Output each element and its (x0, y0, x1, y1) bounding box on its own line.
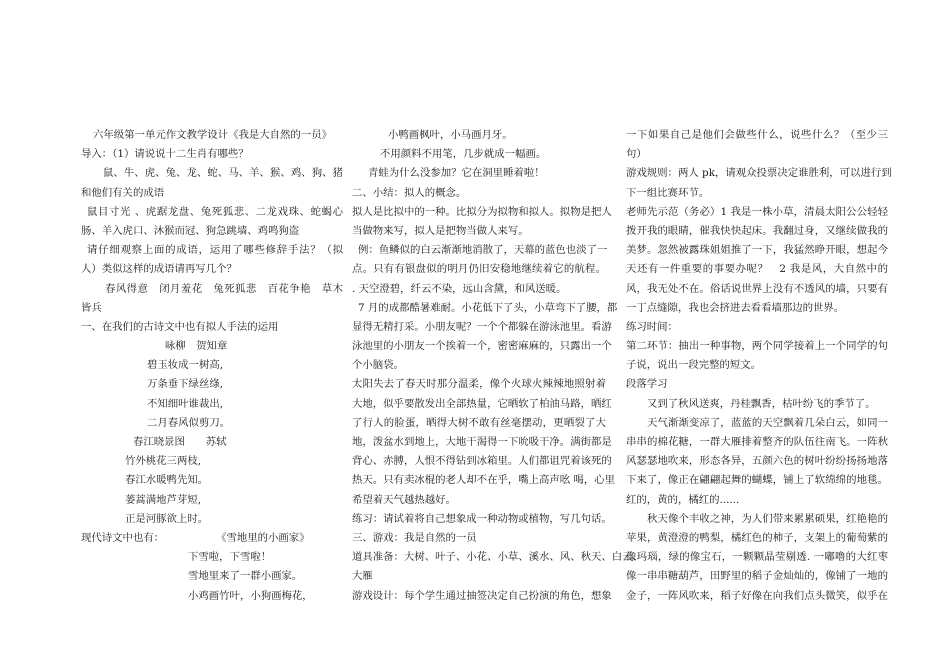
text-line: 竹外桃花三两枝, (125, 455, 202, 468)
text-line: 游戏设计：每个学生通过抽签决定自己扮演的角色，想象 (352, 589, 612, 602)
text-line: 小鸡画竹叶，小狗画梅花， (188, 589, 313, 602)
text-line: 美梦。忽然被露珠姐姐推了一下，我猛然睁开眼，想起今 (626, 244, 888, 257)
text-line: 点。只有有银盘似的明月仍旧安稳地继续着它的航程。 (352, 263, 606, 276)
text-line: 背心、赤膊，人恨不得钻到冰箱里。人们都诅咒着该死的 (352, 455, 612, 468)
text-line: 练习时间： (626, 320, 678, 333)
text-line: 天还有一件重要的事要办呢？ 2 我是风，大自然中的 (626, 263, 888, 276)
text-line: 风，我无处不在。俗话说世界上没有不透风的墙，只要有 (626, 282, 888, 295)
text-line: 请仔细观察上面的成语，运用了哪些修辞手法？（拟 (87, 244, 343, 257)
text-line: 下来了，像正在翩翩起舞的蝴蝶，铺上了软绵绵的地毯。 (626, 474, 888, 487)
text-line: 了行人的脸蛋，晒得大树不敢有丝毫摆动，更晒裂了大 (352, 416, 606, 429)
text-line: 像一串串糖葫芦，田野里的稻子金灿灿的，像铺了一地的 (626, 570, 888, 583)
text-line: 人）类似这样的成语请再写几个？ (81, 263, 237, 276)
column-2 (352, 126, 643, 606)
text-line: 金子，一阵风吹来，稻子好像在向我们点头微笑，似乎在 (626, 589, 888, 602)
text-line: 蒌蒿满地芦芽短, (125, 493, 202, 506)
text-line: 小鸭画枫叶，小马画月牙。 (388, 129, 513, 141)
text-line: 咏柳 贺知章 (165, 340, 228, 353)
text-line: 导入：（1）请说说十二生肖有哪些？ (81, 148, 249, 161)
text-line: 热天。只有卖冰棍的老人却不在乎，嘴上高声吆 喝，心里 (352, 474, 616, 487)
text-line: 三、游戏：我是自然的一员 (352, 531, 477, 544)
text-line: 一下如果自己是他们会做些什么，说些什么？（至少三 (626, 129, 888, 141)
text-line: 天气渐渐变凉了，蓝蓝的天空飘着几朵白云，如同一 (647, 416, 888, 429)
text-line: 游戏规则：两人 pk，请观众投票决定谁胜利，可以进行到 (626, 167, 892, 180)
text-line: 又到了秋风送爽，丹桂飘香，枯叶纷飞的季节了。 (647, 397, 876, 410)
text-line: 当做物来写，拟人是把物当做人来写。 (352, 224, 529, 237)
text-line: 鼠目寸光 、虎踞龙盘、兔死狐悲、二龙戏珠、蛇蝎心 (87, 205, 343, 218)
text-line: 风瑟瑟地吹来，形态各异，五颜六色的树叶纷纷扬扬地落 (626, 455, 888, 468)
text-line: 现代诗文中也有： 《雪地里的小画家》 (81, 531, 310, 544)
text-line: 老师先示范（务必）1 我是一株小草，清晨太阳公公轻轻 (626, 205, 888, 218)
text-line: 二、小结：拟人的概念。 (352, 186, 467, 199)
text-line: 不用颜料不用笔，几步就成一幅画。 (380, 148, 547, 161)
text-line: 例：鱼鳞似的白云渐渐地消散了，天幕的蓝色也淡了一 (358, 244, 608, 257)
text-line: 下雪啦，下雪啦！ (188, 551, 272, 564)
text-line: 子说，说出一段完整的短文。 (626, 359, 762, 372)
text-line: 春江水暖鸭先知。 (125, 474, 209, 487)
text-line: 雪地里来了一群小画家。 (188, 570, 303, 583)
text-line: 拨开我的眼睛，催我快快起床。我翻过身，又继续做我的 (626, 224, 888, 237)
text-line: 一、在我们的古诗文中也有拟人手法的运用 (81, 320, 279, 333)
text-line: 春风得意 闭月羞花 兔死狐悲 百花争艳 草木 (105, 282, 343, 295)
text-line: 段落学习 (626, 378, 668, 391)
text-line: 大雁 (352, 570, 373, 583)
text-line: 大地，似乎要散发出全部热量，它晒软了柏油马路，晒红 (352, 397, 612, 410)
text-line: 碧玉妆成一树高, (147, 359, 224, 372)
text-line: 第二环节：抽出一种事物，两个同学接着上一个同学的句 (626, 340, 888, 353)
text-line: 二月春风似剪刀。 (147, 416, 231, 429)
text-line: 希望着天气越热越好。 (352, 493, 456, 506)
text-line: 串串的棉花糖，一群大雁排着整齐的队伍往南飞。一阵秋 (626, 436, 888, 448)
text-line: 苹果，黄澄澄的鸭梨，橘红色的柿子，支架上的葡萄紫的 (626, 531, 888, 544)
text-line: 一丁点缝隙，我也会挤进去看看墙那边的世界。 (626, 301, 845, 314)
text-line: 皆兵 (81, 301, 102, 314)
text-line: 春江晓景图 苏轼 (133, 436, 227, 448)
text-line: 太阳失去了春天时那分温柔，像个火球火辣辣地照射着 (352, 378, 606, 391)
text-line: 句） (626, 148, 647, 161)
text-line: 7 月的成都酷暑难耐。小花低下了头，小草弯下了腰，都 (358, 301, 618, 314)
text-line: 秋天像个丰收之神，为人们带来累累硕果，红艳艳的 (647, 512, 888, 525)
text-line: 地，泼盆水到地上，大地干渴得一下吮吸干净。满街都是 (352, 436, 612, 448)
text-line: 拟人是比拟中的一种。比拟分为拟物和拟人。拟物是把人 (352, 205, 612, 218)
text-line: 鼠、牛、虎、兔、龙、蛇、马、羊、猴、鸡、狗、猪 (103, 167, 343, 180)
text-line: 万条垂下绿丝绦, (147, 378, 224, 391)
text-line: 显得无精打采。小朋友呢？一个个都躲在游泳池里。看游 (352, 320, 612, 333)
text-line: 泳池里的小朋友一个挨着一个，密密麻麻的，只露出一个 (352, 340, 612, 353)
text-line: 个小脑袋。 (352, 359, 404, 372)
column-3 (626, 126, 892, 606)
text-line: 正是河豚欲上时。 (125, 512, 209, 525)
column-1 (81, 126, 343, 606)
text-line: 像玛瑙，绿的像宝石，一颗颗晶莹剔透. 一嘟噜的大红枣 (626, 551, 888, 564)
text-line: 不知细叶谁裁出, (147, 397, 224, 410)
text-line: 练习：请试着将自己想象成一种动物或植物，写几句话。 (352, 512, 612, 525)
text-line: 和他们有关的成语 (81, 186, 165, 199)
text-line: 下一组比赛环节。 (626, 186, 710, 199)
text-line: 道具准备：大树、叶子、小花、小草、溪水、风、秋天、白云、 (352, 551, 643, 564)
text-line: . 天空澄碧，纤云不染，远山含黛，和风送暖。 (352, 282, 567, 295)
text-line: 六年级第一单元作文教学设计《我是大自然的一员》 (93, 129, 332, 141)
text-line: 青蛙为什么没参加？它在洞里睡着啦！ (368, 167, 545, 180)
text-line: 红的，黄的，橘红的...... (626, 493, 740, 506)
text-line: 肠、羊入虎口、沐猴而冠、狗急跳墙、鸡鸣狗盗 (81, 224, 300, 237)
